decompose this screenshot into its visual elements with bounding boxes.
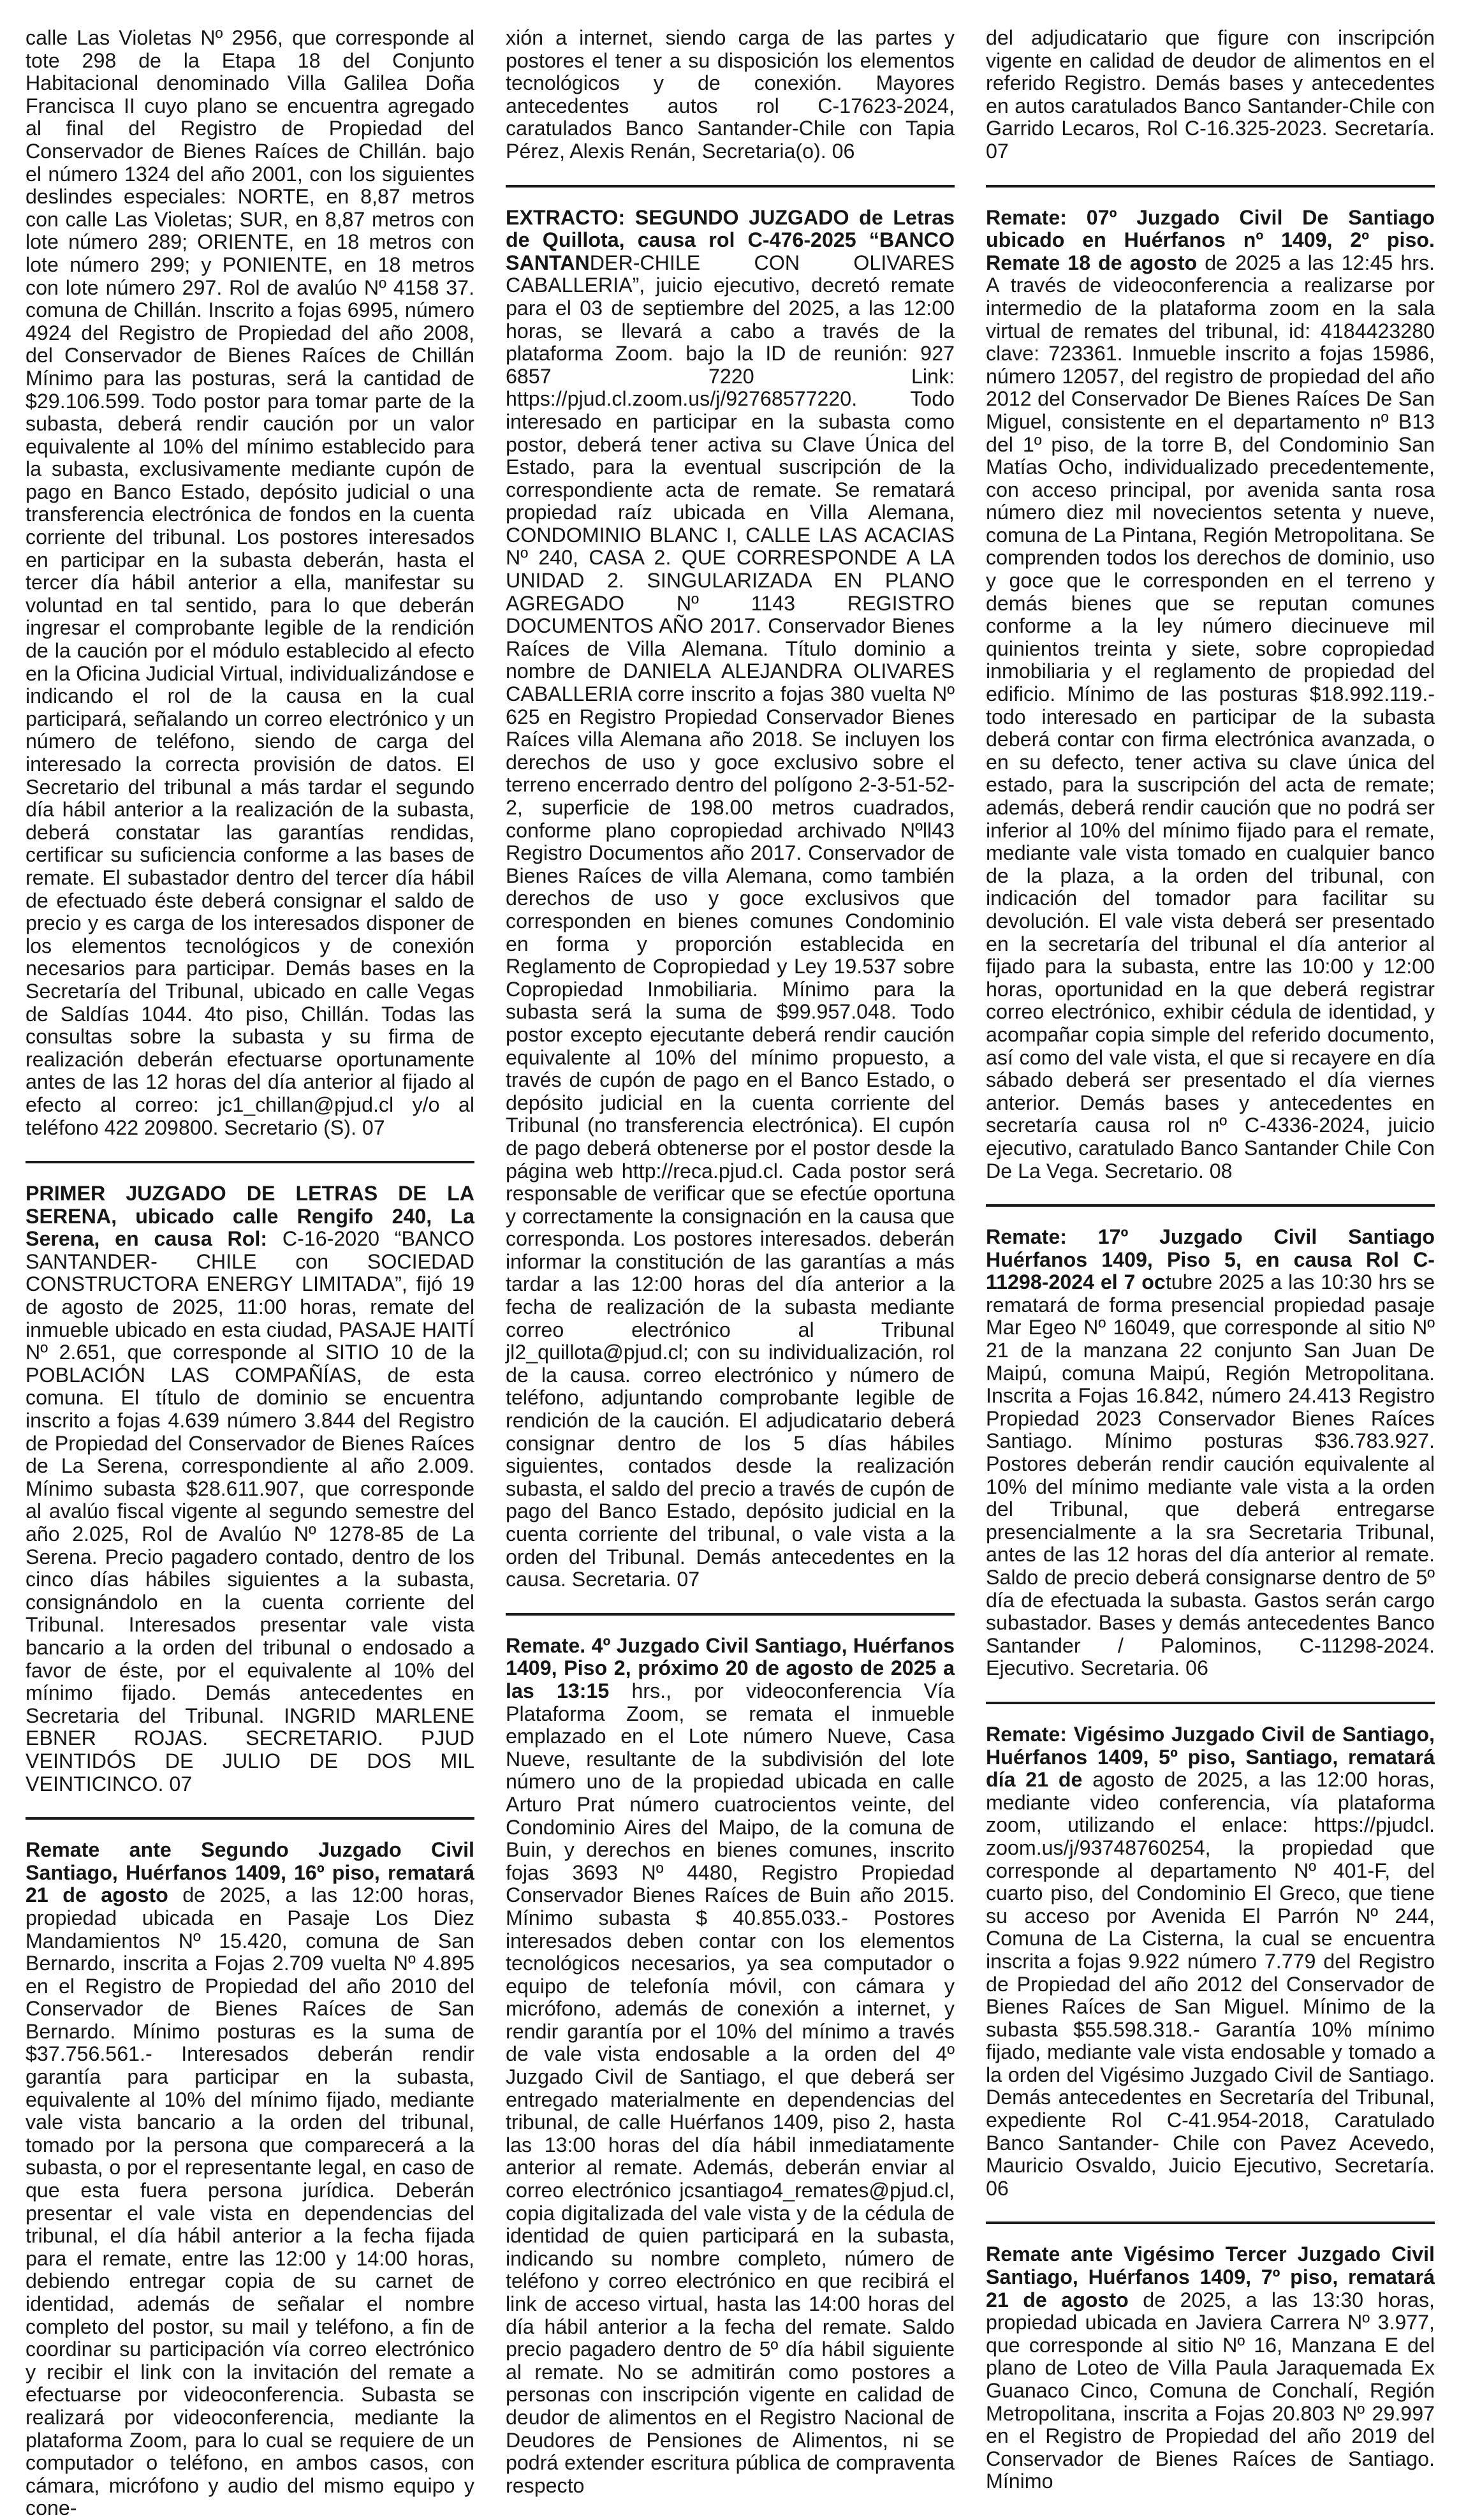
notice-item bbox=[26, 1183, 474, 1795]
notice-divider bbox=[986, 1204, 1435, 1207]
notice-body: calle Las Violetas Nº 2956, que corresponde al tote 298 de la Etapa 18 del Conjunto Habitacional denominado Villa Galilea Doña Francisca II cuyo plano se encuentra agregado al final del Registro de Propiedad del Conservador de Bienes Raíces de Chillán. bajo el número 1324 del año 2001, con los siguientes deslindes especiales: NORTE, en 8,87 metros con calle Las Violetas; SUR, en 8,87 metros con lote número 289; ORIENTE, en 18 metros con lote número 299; y PONIENTE, en 18 metros con lote número 297. Rol de avalúo Nº 4158 37. comuna de Chillán. Inscrito a fojas 6995, número 4924 del Registro de Propiedad del año 2008, del Conservador de Bienes Raíces de Chillán Mínimo para las posturas, será la cantidad de $29.106.599. Todo postor para tomar parte de la subasta, deberá rendir caución por un valor equivalente al 10% del mínimo establecido para la subasta, exclusivamente mediante cupón de pago en Banco Estado, depósito judicial o una transferencia electrónica de fondos en la cuenta corriente del tribunal. Los postores interesados en participar en la subasta deberán, hasta el tercer día hábil anterior a ella, manifestar su voluntad en tal sentido, para lo que deberán ingresar el comprobante legible de la rendición de la caución por el módulo establecido al efecto en la Oficina Judicial Virtual, individualizándose e indicando el rol de la causa en la cual participará, señalando un correo electrónico y un número de teléfono, siendo de carga del interesado la correcta provisión de datos. El Secretario del tribunal a más tardar el segundo día hábil anterior a la realización de la subasta, deberá constatar las garantías rendidas, certificar su suficiencia conforme a las bases de remate. El subastador dentro del tercer día hábil de efectuado éste deberá consignar el saldo de precio y es carga de los interesados disponer de los elementos tecnológicos y de conexión necesarios para participar. Demás bases en la Secretaría del Tribunal, ubicado en calle Vegas de Saldías 1044. 4to piso, Chillán. Todas las consultas sobre la subasta y su firma de realización deberán efectuarse oportunamente antes de las 12 horas del día anterior al fijado al efecto al correo: jc1_chillan@pjud.cl y/o al teléfono 422 209800. Secretario (S). 07 bbox=[26, 26, 474, 1139]
notice-continuation bbox=[506, 27, 955, 163]
notice-heading: Remate ante Segundo Juzgado Civil Santiago, Huérfanos 1409, 16º piso, rematará 21 de agosto bbox=[26, 1838, 474, 1907]
notice-body: agosto de 2025, a las 12:00 horas, mediante video conferencia, vía plataforma zoom, utilizando el enlace: https://pjudcl. zoom.us/j/93748760254, la propiedad que corresponde al departamento Nº 401-F, del cuarto piso, del Condominio El Greco, que tiene su acceso por Avenida El Parrón Nº 244, Comuna de La Cisterna, la cual se encuentra inscrita a fojas 9.922 número 7.779 del Registro de Propiedad del año 2012 del Conservador de Bienes Raíces de San Miguel. Mínimo de la subasta $55.598.318.- Garantía 10% mínimo fijado, mediante vale vista endosable y tomado a la orden del Vigésimo Juzgado Civil de Santiago. Demás antecedentes en Secretaría del Tribunal, expediente Rol C-41.954-2018, Caratulado Banco Santander- Chile con Pavez Acevedo, Mauricio Osvaldo, Juicio Ejecutivo, Secretaría. 06 bbox=[986, 1768, 1435, 2200]
notice-item bbox=[26, 1839, 474, 2520]
notice-item bbox=[986, 207, 1435, 1183]
notice-item bbox=[506, 207, 955, 1591]
notice-body: hrs., por videoconferencia Vía Plataforma Zoom, se remata el inmueble emplazado en el Lote número Nueve, Casa Nueve, resultante de la subdivisión del lote número uno de la propiedad ubicada en calle Arturo Prat número cuatrocientos veinte, del Condominio Aires del Maipo, de la comuna de Buin, y derechos en bienes comunes, inscrito fojas 3693 Nº 4480, Registro Propiedad Conservador Bienes Raíces de Buin año 2015. Mínimo subasta $ 40.855.033.- Postores interesados deben contar con los elementos tecnológicos necesarios, ya sea computador o equipo de telefonía móvil, con cámara y micrófono, además de conexión a internet, y rendir garantía por el 10% del mínimo a través de vale vista endosable a la orden del 4º Juzgado Civil de Santiago, el que deberá ser entregado materialmente en dependencias del tribunal, de calle Huérfanos 1409, piso 2, hasta las 13:00 horas del día hábil inmediatamente anterior al remate. Además, deberán enviar al correo electrónico jcsantiago4_remates@pjud.cl, copia digitalizada del vale vista y de la cédula de identidad de quien participará en la subasta, indicando su nombre completo, número de teléfono y correo electrónico en que recibirá el link de acceso virtual, hasta las 14:00 horas del día hábil anterior a la fecha del remate. Saldo precio pagadero dentro de 5º día hábil siguiente al remate. No se admitirán como postores a personas con inscripción vigente en calidad de deudor de alimentos en el Registro Nacional de Deudores de Pensiones de Alimentos, ni se podrá extender escritura pública de compraventa respecto bbox=[506, 1679, 955, 2497]
classified-page bbox=[26, 26, 1435, 2520]
notice-divider bbox=[26, 1161, 474, 1163]
notice-body: del adjudicatario que figure con inscripción vigente en calidad de deudor de alimentos en el referido Registro. Demás bases y antecedentes en autos caratulados Banco Santander-Chile con Garrido Lecaros, Rol C-16.325-2023. Secretaría. 07 bbox=[986, 26, 1435, 163]
notice-heading: Remate. 4º Juzgado Civil Santiago, Huérfanos 1409, Piso 2, próximo 20 de agosto de 2025 a las 13:15 bbox=[506, 1633, 955, 1702]
column-3 bbox=[986, 26, 1435, 2493]
notice-heading: EXTRACTO: SEGUNDO JUZGADO de Letras de Quillota, causa rol C-476-2025 “BANCO SANTAN bbox=[506, 205, 955, 274]
column-2 bbox=[506, 26, 955, 2497]
notice-heading: Remate: 07º Juzgado Civil De Santiago ubicado en Huérfanos nº 1409, 2º piso. Remate 18 de agosto bbox=[986, 205, 1435, 274]
notice-body: de 2025, a las 12:00 horas, propiedad ubicada en Pasaje Los Diez Mandamientos Nº 15.420, comuna de San Bernardo, inscrita a Fojas 2.709 vuelta Nº 4.895 en el Registro de Propiedad del año 2010 del Conservador de Bienes Raíces de San Bernardo. Mínimo posturas es la suma de $37.756.561.- Interesados deberán rendir garantía para participar en la subasta, equivalente al 10% del mínimo fijado, mediante vale vista bancario a la orden del tribunal, tomado por la persona que comparecerá a la subasta, o por el representante legal, en caso de que esta fuera persona jurídica. Deberán presentar el vale vista en dependencias del tribunal, el día hábil anterior a la fecha fijada para el remate, entre las 12:00 y 14:00 horas, debiendo entregar copia de su carnet de identidad, además de señalar el nombre completo del postor, su mail y teléfono, a fin de coordinar su participación vía correo electrónico y recibir el link con la invitación del remate a efectuarse por videoconferencia. Subasta se realizará por videoconferencia, mediante la plataforma Zoom, para lo cual se requiere de un computador o teléfono, en ambos casos, con cámara, micrófono y audio del mismo equipo y cone- bbox=[26, 1883, 475, 2520]
notice-divider bbox=[506, 185, 955, 188]
notice-heading: Remate: Vigésimo Juzgado Civil de Santiago, Huérfanos 1409, 5º piso, Santiago, rematará día 21 de bbox=[986, 1722, 1435, 1792]
notice-item bbox=[986, 1226, 1435, 1680]
notice-divider bbox=[986, 1702, 1435, 1704]
notice-heading: Remate ante Vigésimo Tercer Juzgado Civil Santiago, Huérfanos 1409, 7º piso, rematará 21 de agosto bbox=[986, 2243, 1435, 2311]
notice-body: de 2025 a las 12:45 hrs. A través de videoconferencia a realizarse por intermedio de la plataforma zoom en la sala virtual de remates del tribunal, id: 4184423280 clave: 723361. Inmueble inscrito a fojas 15986, número 12057, del registro de propiedad del año 2012 del Conservador De Bienes Raíces De San Miguel, consistente en el departamento nº B13 del 1º piso, de la torre B, del Condominio San Matías Ocho, individualizado precedentemente, con acceso principal, por avenida santa rosa número diez mil novecientos setenta y nueve, comuna de La Pintana, Región Metropolitana. Se comprenden todos los derechos de dominio, uso y goce que le corresponden en el terreno y demás bienes que se reputan comunes conforme a la ley número diecinueve mil quinientos treinta y siete, sobre copropiedad inmobiliaria y el reglamento de propiedad del edificio. Mínimo de las posturas $18.992.119.- todo interesado en participar de la subasta deberá contar con firma electrónica avanzada, o en su defecto, tener activa su clave única del estado, para la suscripción del acta de remate; además, deberá rendir caución que no podrá ser inferior al 10% del mínimo fijado para el remate, mediante vale vista tomado en cualquier banco de la plaza, a la orden del tribunal, con indicación del tomador para facilitar su devolución. El vale vista deberá ser presentado en la secretaría del tribunal el día anterior al fijado para la subasta, entre las 10:00 y 12:00 horas, oportunidad en la que deberá registrar correo electrónico, exhibir cédula de identidad, y acompañar copia simple del referido documento, así como del vale vista, el que si recayere en día sábado deberá ser presentado el día viernes anterior. Demás bases y antecedentes en secretaría causa rol nº C-4336-2024, juicio ejecutivo, caratulado Banco Santander Chile Con De La Vega. Secretario. 08 bbox=[986, 251, 1435, 1183]
notice-body: tubre 2025 a las 10:30 hrs se rematará de forma presencial propiedad pasaje Mar Egeo Nº 16049, que corresponde al sitio Nº 21 de la manzana 22 conjunto San Juan De Maipú, comuna Maipú, Región Metropolitana. Inscrita a Fojas 16.842, número 24.413 Registro Propiedad 2023 Conservador Bienes Raíces Santiago. Mínimo posturas $36.783.927. Postores deberán rendir caución equivalente al 10% del mínimo mediante vale vista a la orden del Tribunal, que deberá entregarse presencialmente a la sra Secretaria Tribunal, antes de las 12 horas del día anterior al remate. Saldo de precio deberá consignarse dentro de 5º día de efectuada la subasta. Gastos serán cargo subastador. Bases y demás antecedentes Banco Santander / Palominos, C-11298-2024. Ejecutivo. Secretaria. 06 bbox=[986, 1271, 1435, 1680]
notice-heading: Remate: 17º Juzgado Civil Santiago Huérfanos 1409, Piso 5, en causa Rol C-11298-2024 el 7 oc bbox=[986, 1225, 1435, 1294]
notice-body: C-16-2020 “BANCO SANTANDER- CHILE con SOCIEDAD CONSTRUCTORA ENERGY LIMITADA”, fijó 19 de agosto de 2025, 11:00 horas, remate del inmueble ubicado en esta ciudad, PASAJE HAITÍ Nº 2.651, que corresponde al SITIO 10 de la POBLACIÓN LAS COMPAÑÍAS, de esta comuna. El título de dominio se encuentra inscrito a fojas 4.639 número 3.844 del Registro de Propiedad del Conservador de Bienes Raíces de La Serena, correspondiente al año 2.009. Mínimo subasta $28.611.907, que corresponde al avalúo fiscal vigente al segundo semestre del año 2.025, Rol de Avalúo Nº 1278-85 de La Serena. Precio pagadero contado, dentro de los cinco días hábiles siguientes a la subasta, consignándolo en la cuenta corriente del Tribunal. Interesados presentar vale vista bancario a la orden del tribunal o endosado a favor de éste, por el equivalente al 10% del mínimo fijado. Demás antecedentes en Secretaria del Tribunal. INGRID MARLENE EBNER ROJAS. SECRETARIO. PJUD VEINTIDÓS DE JULIO DE DOS MIL VEINTICINCO. 07 bbox=[26, 1227, 474, 1795]
notice-divider bbox=[986, 2222, 1435, 2224]
notice-body: DER-CHILE CON OLIVARES CABALLERIA”, juicio ejecutivo, decretó remate para el 03 de septiembre del 2025, a las 12:00 horas, se llevará a cabo a través de la plataforma Zoom. bajo la ID de reunión: 927 6857 7220 Link: https://pjud.cl.zoom.us/j/92768577220. Todo interesado en participar en la subasta como postor, deberá tener activa su Clave Única del Estado, para la eventual suscripción de la correspondiente acta de remate. Se rematará propiedad raíz ubicada en Villa Alemana, CONDOMINIO BLANC I, CALLE LAS ACACIAS Nº 240, CASA 2. QUE CORRESPONDE A LA UNIDAD 2. SINGULARIZADA EN PLANO AGREGADO Nº 1143 REGISTRO DOCUMENTOS AÑO 2017. Conservador Bienes Raíces de Villa Alemana. Título dominio a nombre de DANIELA ALEJANDRA OLIVARES CABALLERIA corre inscrito a fojas 380 vuelta Nº 625 en Registro Propiedad Conservador Bienes Raíces villa Alemana año 2018. Se incluyen los derechos de uso y goce exclusivo sobre el terreno encerrado dentro del polígono 2-3-51-52-2, superficie de 198.00 metros cuadrados, conforme plano copropiedad archivado Nºll43 Registro Documentos año 2017. Conservador de Bienes Raíces de villa Alemana, como también derechos de uso y goce exclusivos que corresponden en bienes comunes Condominio en forma y proporción establecida en Reglamento de Copropiedad y Ley 19.537 sobre Copropiedad Inmobiliaria. Mínimo para la subasta será la suma de $99.957.048. Todo postor excepto ejecutante deberá rendir caución equivalente al 10% del mínimo propuesto, a través de cupón de pago en el Banco Estado, o depósito judicial en la cuenta corriente del Tribunal (no transferencia electrónica). El cupón de pago deberá obtenerse por el postor desde la página web http://reca.pjud.cl. Cada postor será responsable de verificar que se efectúe oportuna y correctamente la consignación en la causa que corresponda. Los postores interesados. deberán informar la constitución de las garantías a más tardar a las 12:00 horas del día anterior a la fecha de realización de la subasta mediante correo electrónico al Tribunal jl2_quillota@pjud.cl; con su individualización, rol de la causa. correo electrónico y número de teléfono, adjuntando comprobante legible de rendición de la caución. El adjudicatario deberá consignar dentro de los 5 días hábiles siguientes, contados desde la realización subasta, el saldo del precio a través de cupón de pago del Banco Estado, depósito judicial en la cuenta corriente del tribunal, o vale vista a la orden del Tribunal. Demás antecedentes en la causa. Secretaria. 07 bbox=[506, 251, 955, 1591]
notice-body: de 2025, a las 13:30 horas, propiedad ubicada en Javiera Carrera Nº 3.977, que corresponde al sitio Nº 16, Manzana E del plano de Loteo de Villa Paula Jaraquemada Ex Guanaco Cinco, Comuna de Conchalí, Región Metropolitana, inscrita a Fojas 20.803 Nº 29.997 en el Registro de Propiedad del año 2019 del Conservador de Bienes Raíces de Santiago. Mínimo bbox=[986, 2288, 1435, 2493]
notice-divider bbox=[506, 1613, 955, 1616]
notice-item bbox=[986, 2243, 1435, 2493]
notice-body: xión a internet, siendo carga de las partes y postores el tener a su disposición los elementos tecnológicos y de conexión. Mayores antecedentes autos rol C-17623-2024, caratulados Banco Santander-Chile con Tapia Pérez, Alexis Renán, Secretaria(o). 06 bbox=[506, 26, 955, 163]
notice-continuation bbox=[986, 27, 1435, 163]
notice-continuation bbox=[26, 27, 474, 1139]
notice-divider bbox=[26, 1817, 474, 1820]
column-1 bbox=[26, 26, 475, 2520]
notice-divider bbox=[986, 185, 1435, 188]
notice-item bbox=[986, 1723, 1435, 2200]
notice-heading: PRIMER JUZGADO DE LETRAS DE LA SERENA, ubicado calle Rengifo 240, La Serena, en causa Rol: bbox=[26, 1182, 474, 1251]
notice-item bbox=[506, 1635, 955, 2498]
